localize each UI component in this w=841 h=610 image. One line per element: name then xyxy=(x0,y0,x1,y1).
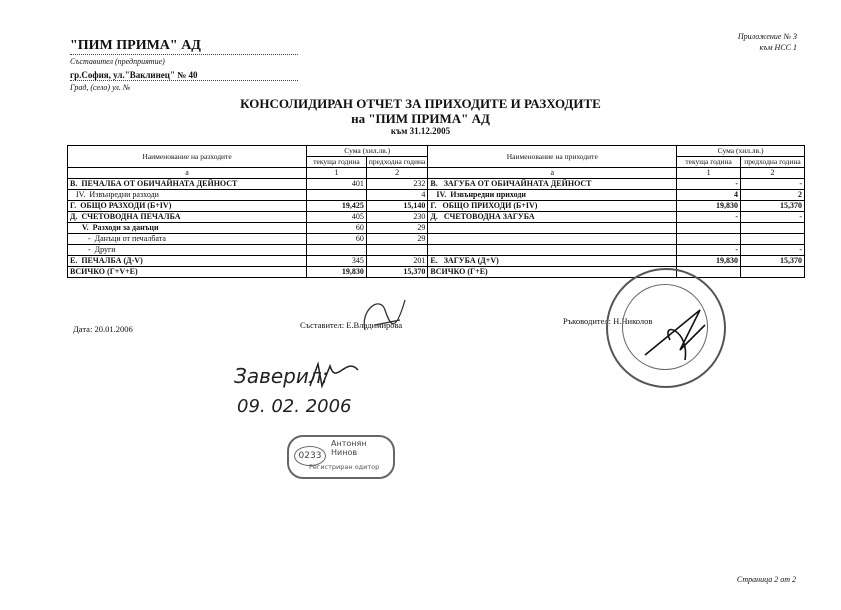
revenue-previous: 15,370 xyxy=(741,201,805,212)
report-subtitle: на "ПИМ ПРИМА" АД xyxy=(351,111,490,126)
right-current-header: текуща година xyxy=(677,157,741,168)
auditor-signature-icon xyxy=(306,356,366,396)
expense-previous: 29 xyxy=(366,234,427,245)
table-row xyxy=(68,223,805,234)
revenue-current: 4 xyxy=(677,190,741,201)
expense-current: 405 xyxy=(307,212,367,223)
expense-label: - Други xyxy=(68,245,307,256)
table-row xyxy=(68,245,805,256)
revenue-previous: - xyxy=(741,212,805,223)
revenue-label: Е. ЗАГУБА (Д+V) xyxy=(428,256,677,267)
date-value: 20.01.2006 xyxy=(94,324,133,334)
revenue-current xyxy=(677,223,741,234)
right-sum-header: Сума (хил.лв.) xyxy=(677,146,805,157)
company-caption: Съставител (предприятие) xyxy=(70,57,165,66)
stamp-name-line1: Антонян xyxy=(331,439,367,448)
table-row xyxy=(68,256,805,267)
date-label: Дата: xyxy=(73,324,93,334)
company-address: гр.София, ул."Ваклинец" № 40 xyxy=(70,70,298,81)
stamp-name-line2: Нинов xyxy=(331,448,358,457)
revenue-previous xyxy=(741,234,805,245)
expense-previous: 230 xyxy=(366,212,427,223)
report-title: КОНСОЛИДИРАН ОТЧЕТ ЗА ПРИХОДИТЕ И РАЗХОДИТЕ xyxy=(240,96,601,111)
revenue-label: ВСИЧКО (Г+Е) xyxy=(428,267,677,278)
manager-name: Н.Николов xyxy=(613,316,653,326)
expense-label: Е. ПЕЧАЛБА (Д-V) xyxy=(68,256,307,267)
expense-previous: 29 xyxy=(366,223,427,234)
date-block xyxy=(73,324,133,334)
income-expense-table xyxy=(67,145,805,278)
revenue-current: - xyxy=(677,212,741,223)
expense-previous: 4 xyxy=(366,190,427,201)
expense-label: ВСИЧКО (Г+V+Е) xyxy=(68,267,307,278)
appendix-line1: Приложение № 3 xyxy=(737,32,797,41)
expense-previous: 201 xyxy=(366,256,427,267)
col-a-right: а xyxy=(428,168,677,179)
col-a-left: а xyxy=(68,168,307,179)
expense-label: Г. ОБЩО РАЗХОДИ (Б+IV) xyxy=(68,201,307,212)
col-2-left: 2 xyxy=(366,168,427,179)
expense-current: 19,830 xyxy=(307,267,367,278)
revenue-previous: 15,370 xyxy=(741,256,805,267)
revenue-current: 19,830 xyxy=(677,201,741,212)
revenue-label xyxy=(428,234,677,245)
expense-label: IV. Извънредни разходи xyxy=(68,190,307,201)
revenue-previous: - xyxy=(741,179,805,190)
handwritten-date: 09. 02. 2006 xyxy=(237,396,352,417)
col-2-right: 2 xyxy=(741,168,805,179)
expense-previous xyxy=(366,245,427,256)
address-caption: Град, (село) ул. № xyxy=(70,83,131,92)
left-previous-header: предходна година xyxy=(366,157,427,168)
col-1-right: 1 xyxy=(677,168,741,179)
compiler-name: Е.Владимирова xyxy=(346,320,403,330)
revenue-label xyxy=(428,245,677,256)
revenue-previous: - xyxy=(741,245,805,256)
expenses-header: Наименование на разходите xyxy=(68,146,307,168)
compiler-label: Съставител: xyxy=(300,320,345,330)
revenue-current: - xyxy=(677,245,741,256)
expense-previous: 15,140 xyxy=(366,201,427,212)
revenue-label: Г. ОБЩО ПРИХОДИ (Б+IV) xyxy=(428,201,677,212)
page-number: Страница 2 от 2 xyxy=(736,575,796,584)
table-row xyxy=(68,212,805,223)
expense-current: 60 xyxy=(307,234,367,245)
revenue-label: IV. Извънредни приходи xyxy=(428,190,677,201)
report-date: към 31.12.2005 xyxy=(390,126,451,136)
table-row xyxy=(68,201,805,212)
revenue-label: Д. СЧЕТОВОДНА ЗАГУБА xyxy=(428,212,677,223)
appendix-line2: към НСС 1 xyxy=(759,43,797,52)
manager-label: Ръководител: xyxy=(563,316,611,326)
left-sum-header: Сума (хил.лв.) xyxy=(307,146,428,157)
expense-current: 19,425 xyxy=(307,201,367,212)
expense-current: 401 xyxy=(307,179,367,190)
table-row xyxy=(68,179,805,190)
compiler-signature-icon xyxy=(355,290,415,340)
left-current-header: текуща година xyxy=(307,157,367,168)
revenue-current: - xyxy=(677,179,741,190)
revenue-previous xyxy=(741,267,805,278)
expense-label: В. ПЕЧАЛБА ОТ ОБИЧАЙНАТА ДЕЙНОСТ xyxy=(68,179,307,190)
revenue-label: В. ЗАГУБА ОТ ОБИЧАЙНАТА ДЕЙНОСТ xyxy=(428,179,677,190)
expense-current xyxy=(307,245,367,256)
stamp-caption: Регистриран одитор xyxy=(309,463,380,471)
table-row xyxy=(68,234,805,245)
expense-current: 60 xyxy=(307,223,367,234)
revenue-previous: 2 xyxy=(741,190,805,201)
col-1-left: 1 xyxy=(307,168,367,179)
expense-label: V. Разходи за данъци xyxy=(68,223,307,234)
revenues-header: Наименование на приходите xyxy=(428,146,677,168)
appendix-note xyxy=(738,31,797,53)
expense-label: Д. СЧЕТОВОДНА ПЕЧАЛБА xyxy=(68,212,307,223)
right-previous-header: предходна година xyxy=(741,157,805,168)
auditor-stamp xyxy=(287,435,395,479)
revenue-label xyxy=(428,223,677,234)
revenue-current xyxy=(677,234,741,245)
expense-current xyxy=(307,190,367,201)
expense-previous: 232 xyxy=(366,179,427,190)
table-row xyxy=(68,190,805,201)
round-seal-icon xyxy=(606,268,726,388)
expense-previous: 15,370 xyxy=(366,267,427,278)
stamp-number: 0233 xyxy=(294,446,326,466)
handwritten-certified: Заверил: xyxy=(234,364,329,388)
expense-label: - Данъци от печалбата xyxy=(68,234,307,245)
company-name: "ПИМ ПРИМА" АД xyxy=(70,38,298,55)
revenue-current: 19,830 xyxy=(677,256,741,267)
expense-current: 345 xyxy=(307,256,367,267)
revenue-previous xyxy=(741,223,805,234)
